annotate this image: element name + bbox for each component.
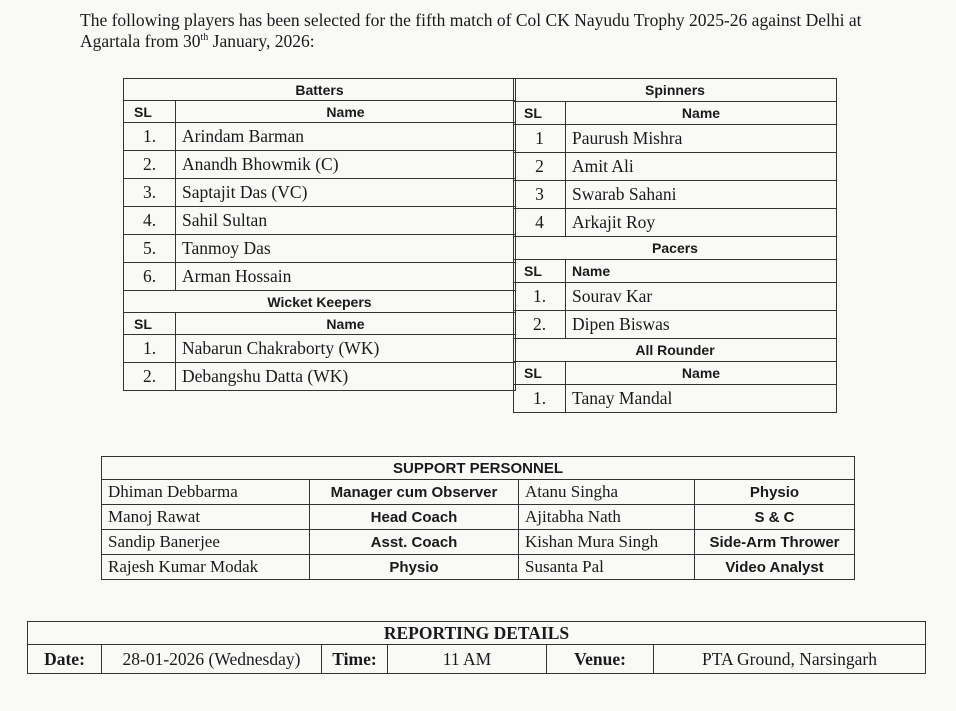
reporting-title: REPORTING DETAILS [28, 622, 926, 645]
all-rounder-title: All Rounder [514, 339, 837, 362]
batter-name: Arindam Barman [176, 123, 516, 151]
pacer-name: Dipen Biswas [566, 311, 837, 339]
spinner-name: Paurush Mishra [566, 125, 837, 153]
wicket-keepers-title: Wicket Keepers [124, 291, 516, 313]
table-row [514, 283, 837, 311]
spinner-sl: 3 [514, 181, 566, 209]
batter-name: Arman Hossain [176, 263, 516, 291]
support-role: Side-Arm Thrower [695, 530, 855, 555]
support-person: Atanu Singha [519, 480, 695, 505]
spinner-name: Amit Ali [566, 153, 837, 181]
support-person: Dhiman Debbarma [102, 480, 310, 505]
support-personnel-table [101, 456, 855, 580]
date-value: 28-01-2026 (Wednesday) [102, 645, 322, 674]
time-value: 11 AM [388, 645, 547, 674]
table-row [124, 207, 516, 235]
pacers-name-header: Name [566, 260, 837, 283]
batter-name: Anandh Bhowmik (C) [176, 151, 516, 179]
support-role: Asst. Coach [310, 530, 519, 555]
support-title: SUPPORT PERSONNEL [102, 457, 855, 480]
spinner-sl: 2 [514, 153, 566, 181]
table-row [124, 335, 516, 363]
support-role: Physio [310, 555, 519, 580]
batter-sl: 5. [124, 235, 176, 263]
table-row [102, 505, 855, 530]
pacers-title: Pacers [514, 237, 837, 260]
spinner-sl: 4 [514, 209, 566, 237]
table-row [124, 123, 516, 151]
batters-name-header: Name [176, 101, 516, 123]
spinners-title: Spinners [514, 79, 837, 102]
support-role: Head Coach [310, 505, 519, 530]
venue-label: Venue: [547, 645, 654, 674]
intro-superscript: th [200, 32, 209, 44]
table-row [514, 153, 837, 181]
support-person: Kishan Mura Singh [519, 530, 695, 555]
batter-name: Sahil Sultan [176, 207, 516, 235]
table-row [514, 385, 837, 413]
support-person: Rajesh Kumar Modak [102, 555, 310, 580]
support-role: Manager cum Observer [310, 480, 519, 505]
intro-text: The following players has been selected for the fifth match of Col CK Nayudu Trophy 2025-26 against Delhi at Agartala from 30 [80, 10, 862, 51]
spinner-name: Arkajit Roy [566, 209, 837, 237]
support-person: Sandip Banerjee [102, 530, 310, 555]
spinners-name-header: Name [566, 102, 837, 125]
spinners-sl-header: SL [514, 102, 566, 125]
table-row [124, 235, 516, 263]
pacer-sl: 2. [514, 311, 566, 339]
batter-name: Tanmoy Das [176, 235, 516, 263]
pacer-name: Sourav Kar [566, 283, 837, 311]
all-rounder-sl: 1. [514, 385, 566, 413]
batter-name: Saptajit Das (VC) [176, 179, 516, 207]
pacers-sl-header: SL [514, 260, 566, 283]
support-role: Physio [695, 480, 855, 505]
support-role: S & C [695, 505, 855, 530]
batter-sl: 2. [124, 151, 176, 179]
reporting-details-table [27, 621, 926, 674]
table-row [102, 480, 855, 505]
wk-sl: 2. [124, 363, 176, 391]
table-row [514, 125, 837, 153]
table-row [124, 263, 516, 291]
batter-sl: 3. [124, 179, 176, 207]
batters-wicketkeepers-table [123, 78, 516, 391]
support-person: Ajitabha Nath [519, 505, 695, 530]
wk-sl-header: SL [124, 313, 176, 335]
bowlers-table [513, 78, 837, 413]
wk-sl: 1. [124, 335, 176, 363]
table-row [102, 555, 855, 580]
support-person: Susanta Pal [519, 555, 695, 580]
venue-value: PTA Ground, Narsingarh [654, 645, 926, 674]
table-row [514, 209, 837, 237]
table-row [28, 645, 926, 674]
table-row [102, 530, 855, 555]
spinner-name: Swarab Sahani [566, 181, 837, 209]
all-rounder-name-header: Name [566, 362, 837, 385]
wk-name: Debangshu Datta (WK) [176, 363, 516, 391]
batter-sl: 1. [124, 123, 176, 151]
support-person: Manoj Rawat [102, 505, 310, 530]
table-row [124, 151, 516, 179]
batter-sl: 6. [124, 263, 176, 291]
batters-sl-header: SL [124, 101, 176, 123]
date-label: Date: [28, 645, 102, 674]
spinner-sl: 1 [514, 125, 566, 153]
intro-paragraph [80, 10, 920, 52]
table-row [124, 363, 516, 391]
all-rounder-name: Tanay Mandal [566, 385, 837, 413]
support-role: Video Analyst [695, 555, 855, 580]
table-row [124, 179, 516, 207]
table-row [514, 181, 837, 209]
intro-text-end: January, 2026: [208, 31, 315, 51]
wk-name: Nabarun Chakraborty (WK) [176, 335, 516, 363]
table-row [514, 311, 837, 339]
time-label: Time: [322, 645, 388, 674]
batter-sl: 4. [124, 207, 176, 235]
all-rounder-sl-header: SL [514, 362, 566, 385]
batters-title: Batters [124, 79, 516, 101]
pacer-sl: 1. [514, 283, 566, 311]
wk-name-header: Name [176, 313, 516, 335]
